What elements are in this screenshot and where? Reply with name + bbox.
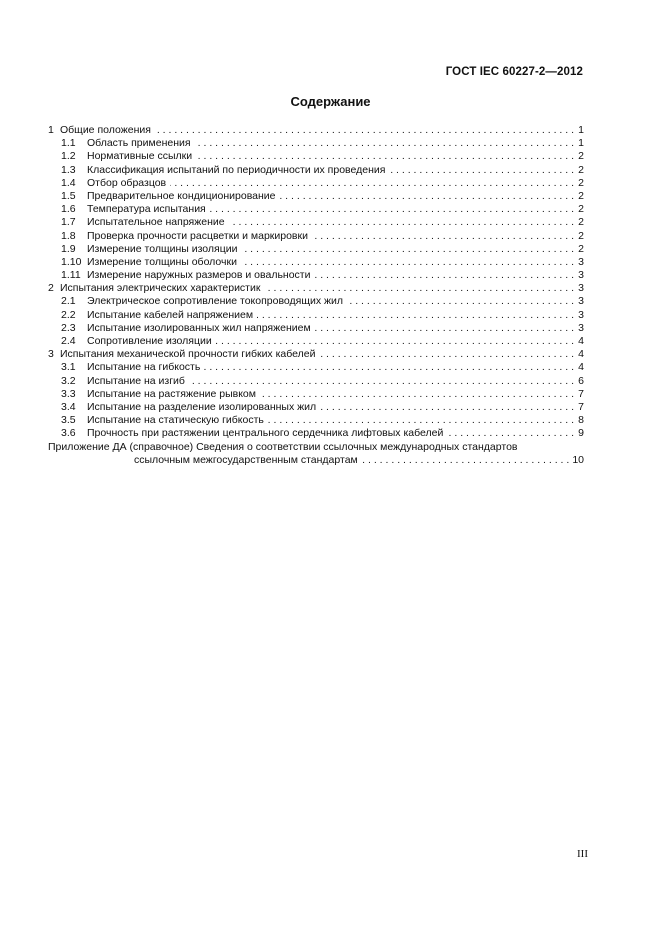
toc-entry-title: Испытание на изгиб xyxy=(87,374,185,387)
toc-entry-title: Испытание на растяжение рывком xyxy=(87,387,256,400)
toc-entry-page: 2 xyxy=(578,189,584,202)
toc-entry-page: 2 xyxy=(578,203,584,216)
dot-leader xyxy=(314,269,574,282)
toc-entry xyxy=(48,295,584,308)
toc-entry-number: 1.6 xyxy=(61,203,76,216)
toc-entry-title: Нормативные ссылки xyxy=(87,150,193,163)
toc-entry-title: Предварительное кондиционирование xyxy=(87,189,276,202)
toc-entry-page: 6 xyxy=(578,374,584,387)
toc-entry-title: Область применения xyxy=(87,137,191,150)
toc-entry-number: 1.1 xyxy=(61,137,76,150)
page-title: Содержание xyxy=(290,94,371,109)
dot-leader xyxy=(312,230,574,243)
toc-entry-page: 2 xyxy=(578,229,584,242)
toc-entry-title: Испытание на статическую гибкость xyxy=(87,414,264,427)
appendix-page: 10 xyxy=(572,453,584,466)
toc-entry-number: 2.1 xyxy=(61,295,76,308)
toc-entry-page: 7 xyxy=(578,387,584,400)
toc-entry-number: 3.4 xyxy=(61,400,76,413)
dot-leader xyxy=(315,322,574,335)
toc-entry-page: 9 xyxy=(578,427,584,440)
dot-leader xyxy=(196,150,574,163)
dot-leader xyxy=(216,335,574,348)
toc-entry xyxy=(48,427,584,440)
dot-leader xyxy=(257,309,574,322)
toc-entry-number: 1.5 xyxy=(61,189,76,202)
toc-entry-number: 3 xyxy=(48,348,54,361)
toc-entry-page: 1 xyxy=(578,137,584,150)
toc-entry-page: 2 xyxy=(578,176,584,189)
dot-leader xyxy=(389,164,574,177)
toc-entry xyxy=(48,388,584,401)
toc-entry-number: 1.9 xyxy=(61,242,76,255)
toc-entry-title: Прочность при растяжении центрального сердечника лифтовых кабелей xyxy=(87,427,444,440)
dot-leader xyxy=(320,348,575,361)
toc-appendix-entry xyxy=(48,454,584,467)
dot-leader xyxy=(241,243,574,256)
toc-entry-page: 2 xyxy=(578,150,584,163)
toc-entry xyxy=(48,256,584,269)
dot-leader xyxy=(241,256,574,269)
toc-entry xyxy=(48,177,584,190)
page-number: III xyxy=(577,848,588,860)
dot-leader xyxy=(260,388,574,401)
toc-entry xyxy=(48,309,584,322)
table-of-contents xyxy=(48,124,584,467)
toc-entry-title: Отбор образцов xyxy=(87,176,167,189)
toc-entry-number: 3.3 xyxy=(61,387,76,400)
dot-leader xyxy=(447,427,574,440)
toc-entry-number: 1.8 xyxy=(61,229,76,242)
toc-entry-page: 3 xyxy=(578,308,584,321)
toc-entry-number: 1.11 xyxy=(61,269,81,282)
toc-entry xyxy=(48,269,584,282)
dot-leader xyxy=(280,190,574,203)
toc-entry-page: 8 xyxy=(578,414,584,427)
toc-entry-page: 2 xyxy=(578,163,584,176)
dot-leader xyxy=(229,216,574,229)
toc-entry-number: 1.2 xyxy=(61,150,76,163)
toc-entry xyxy=(48,361,584,374)
toc-entry-title: Испытание изолированных жил напряжением xyxy=(87,321,311,334)
toc-entry-number: 3.2 xyxy=(61,374,76,387)
toc-entry xyxy=(48,216,584,229)
toc-entry xyxy=(48,190,584,203)
dot-leader xyxy=(362,454,570,467)
toc-entry xyxy=(48,335,584,348)
toc-entry-title: Испытания электрических характеристик xyxy=(60,282,261,295)
toc-entry-title: Электрическое сопротивление токопроводящих жил xyxy=(87,295,344,308)
toc-entry-page: 4 xyxy=(578,361,584,374)
toc-entry xyxy=(48,322,584,335)
toc-entry-page: 3 xyxy=(578,269,584,282)
document-code: ГОСТ IEC 60227-2—2012 xyxy=(445,66,583,78)
toc-entry xyxy=(48,375,584,388)
toc-entry-page: 4 xyxy=(578,335,584,347)
toc-entry xyxy=(48,348,584,361)
toc-entry xyxy=(48,401,584,414)
appendix-title-line2: ссылочным межгосударственным стандартам xyxy=(134,453,358,466)
toc-entry-number: 3.5 xyxy=(61,414,76,427)
toc-entry-title: Испытание на гибкость xyxy=(87,361,201,374)
toc-entry xyxy=(48,414,584,427)
dot-leader xyxy=(264,282,574,295)
toc-entry-page: 2 xyxy=(578,216,584,229)
toc-appendix-heading xyxy=(48,441,584,454)
toc-entry-number: 3.1 xyxy=(61,361,76,374)
dot-leader xyxy=(210,203,574,216)
toc-entry xyxy=(48,124,584,137)
toc-entry xyxy=(48,137,584,150)
toc-entry xyxy=(48,230,584,243)
toc-entry-title: Сопротивление изоляции xyxy=(87,335,212,347)
toc-entry xyxy=(48,203,584,216)
toc-entry-number: 1.3 xyxy=(61,163,76,176)
dot-leader xyxy=(195,137,574,150)
toc-entry xyxy=(48,282,584,295)
dot-leader xyxy=(155,124,574,137)
toc-entry-page: 3 xyxy=(578,255,584,268)
toc-entry-number: 1.7 xyxy=(61,216,76,229)
toc-entry-title: Измерение толщины оболочки xyxy=(87,255,237,268)
toc-entry-title: Классификация испытаний по периодичности их проведения xyxy=(87,163,386,176)
appendix-title-line1: Приложение ДА (справочное) Сведения о соответствии ссылочных международных стандартов xyxy=(48,440,518,453)
toc-entry-number: 2.2 xyxy=(61,308,76,321)
toc-entry-title: Испытания механической прочности гибких кабелей xyxy=(60,348,316,361)
toc-entry-title: Испытание кабелей напряжением xyxy=(87,308,254,321)
toc-entry-number: 1.4 xyxy=(61,176,76,189)
toc-entry-title: Проверка прочности расцветки и маркировки xyxy=(87,229,308,242)
toc-entry-number: 2.3 xyxy=(61,321,76,334)
dot-leader xyxy=(170,177,574,190)
dot-leader xyxy=(320,401,574,414)
toc-entry-number: 1 xyxy=(48,124,54,136)
dot-leader xyxy=(347,295,574,308)
toc-entry-page: 3 xyxy=(578,282,584,295)
toc-entry-page: 2 xyxy=(578,242,584,255)
toc-entry-title: Испытание на разделение изолированных жил xyxy=(87,400,317,413)
dot-leader xyxy=(204,361,574,374)
toc-entry-number: 3.6 xyxy=(61,427,76,440)
toc-entry xyxy=(48,164,584,177)
toc-entry-title: Температура испытания xyxy=(87,203,206,216)
toc-entry xyxy=(48,243,584,256)
toc-entry-number: 2 xyxy=(48,282,54,295)
toc-entry-title: Измерение толщины изоляции xyxy=(87,242,238,255)
toc-entry-page: 1 xyxy=(578,124,584,136)
dot-leader xyxy=(189,375,574,388)
dot-leader xyxy=(268,414,574,427)
toc-entry-page: 3 xyxy=(578,321,584,334)
toc-entry xyxy=(48,150,584,163)
toc-entry-page: 4 xyxy=(578,348,584,361)
toc-entry-title: Общие положения xyxy=(60,124,151,136)
toc-entry-number: 2.4 xyxy=(61,335,76,347)
toc-entry-title: Испытательное напряжение xyxy=(87,216,225,229)
toc-entry-number: 1.10 xyxy=(61,255,82,268)
toc-entry-page: 3 xyxy=(578,295,584,308)
toc-entry-page: 7 xyxy=(578,400,584,413)
toc-entry-title: Измерение наружных размеров и овальности xyxy=(87,269,311,282)
